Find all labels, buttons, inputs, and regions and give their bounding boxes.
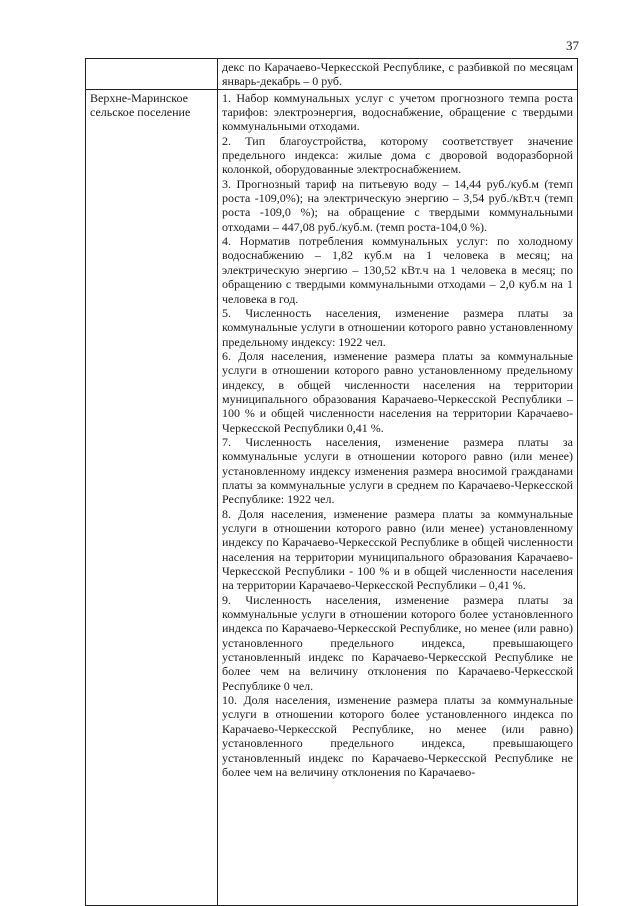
paragraph: 9. Численность населения, изменение размера платы за коммунальные услуги в отношении которого более установленного индекса по Карачаево-Черкесской Республике, но менее (или равно) установленного предельного индекса, превышающего установленный индекс по Карачаево-Черкесской Республике не более чем на величину отклонения по Карачаево-Черкесской Республике 0 чел.	[222, 592, 573, 693]
settlement-cell: Верхне-Маринское сельское поселение	[86, 89, 218, 905]
table-row	[86, 89, 578, 905]
settlement-cell	[86, 59, 218, 90]
paragraph: 3. Прогнозный тариф на питьевую воду – 14,44 руб./куб.м (темп роста -109,0%); на электрическую энергию – 3,54 руб./кВт.ч (темп роста -109,0 %); на обращение с твердыми коммунальными отходами – 447,08 руб./куб.м. (темп роста-104,0 %).	[222, 176, 573, 234]
table-row	[86, 59, 578, 90]
document-table	[85, 58, 578, 906]
paragraph: 5. Численность населения, изменение размера платы за коммунальные услуги в отношении которого равно установленному предельному индексу: 1922 чел.	[222, 305, 573, 349]
paragraph: 2. Тип благоустройства, которому соответствует значение предельного индекса: жилые дома с дворовой водоразборной колонкой, оборудованные электроснабжением.	[222, 133, 573, 177]
paragraph: 1. Набор коммунальных услуг с учетом прогнозного темпа роста тарифов: электроэнергия, водоснабжение, обращение с твердыми коммунальными отходами.	[222, 90, 573, 134]
paragraph: 8. Доля населения, изменение размера платы за коммунальные услуги в отношении которого равно (или менее) установленному индексу по Карачаево-Черкесской Республике в общей численности населения на территории муниципального образования Карачаево-Черкесской Республики - 100 % и в общей численности населения на территории Карачаево-Черкесской Республики – 0,41 %.	[222, 506, 573, 593]
paragraph: декс по Карачаево-Черкесской Республике, с разбивкой по месяцам январь-декабрь – 0 руб.	[222, 60, 573, 89]
paragraph: 4. Норматив потребления коммунальных услуг: по холодному водоснабжению – 1,82 куб.м на 1 человека в месяц; на электрическую энергию – 130,52 кВт.ч на 1 человека в месяц; по обращению с твердыми коммунальными отходами – 2,0 куб.м на 1 человека в год.	[222, 234, 573, 306]
paragraph: 6. Доля населения, изменение размера платы за коммунальные услуги в отношении которого равно установленному предельному индексу, в общей численности населения на территории муниципального образования Карачаево-Черкесской Республики –100 % и общей численности населения на территории Карачаево-Черкесской Республики 0,41 %.	[222, 348, 573, 435]
description-cell	[218, 89, 578, 905]
paragraph: 10. Доля населения, изменение размера платы за коммунальные услуги в отношении которого более установленного индекса по Карачаево-Черкесской Республике, но менее (или равно) установленного предельного индекса, превышающего установленный индекс по Карачаево-Черкесской Республике не более чем на величину отклонения по Карачаево-	[222, 693, 573, 779]
paragraph: 7. Численность населения, изменение размера платы за коммунальные услуги в отношении которого равно (или менее) установленному индексу изменения размера вносимой гражданами платы за коммунальные услуги в среднем по Карачаево-Черкесской Республике: 1922 чел.	[222, 434, 573, 507]
description-cell	[218, 59, 578, 90]
page-number: 37	[566, 38, 579, 53]
